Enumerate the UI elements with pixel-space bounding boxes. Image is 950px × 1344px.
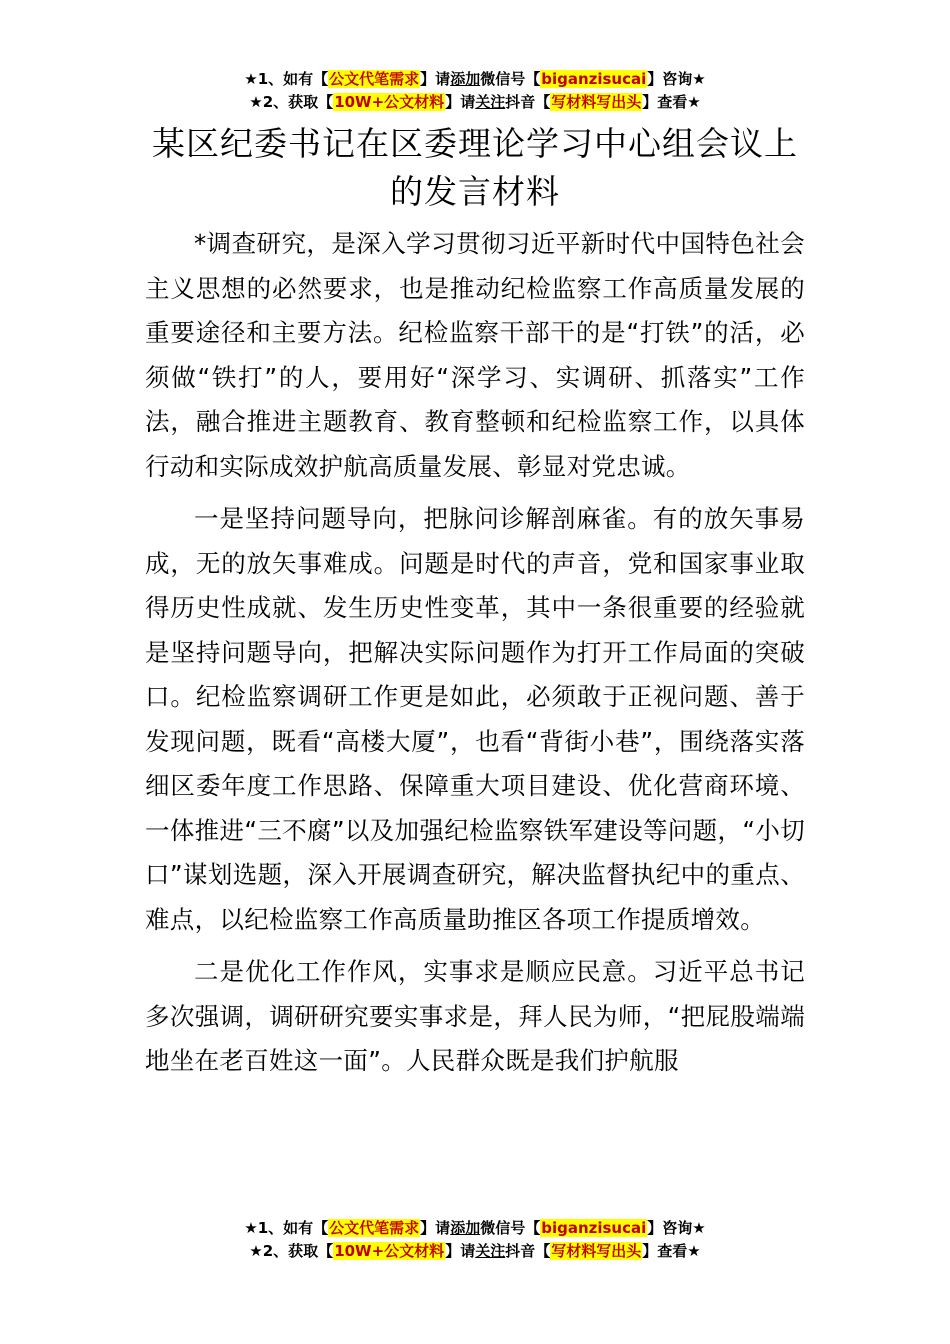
promo-line-1: ★1、如有【公文代笔需求】请添加微信号【biganzisucai】咨询★ bbox=[244, 70, 706, 88]
footer-promo-banner bbox=[0, 1217, 950, 1263]
promo-highlight: 公文代笔需求 bbox=[329, 70, 420, 88]
promo-highlight: 公文代笔需求 bbox=[329, 1219, 420, 1237]
paragraph: 一是坚持问题导向，把脉问诊解剖麻雀。有的放矢事易成，无的放矢事难成。问题是时代的声音，党和国家事业取得历史性成就、发生历史性变革，其中一条很重要的经验就是坚持问题导向，把解决实际问题作为打开工作局面的突破口。纪检监察调研工作更是如此，必须敢于正视问题、善于发现问题，既看“高楼大厦”，也看“背街小巷”，围绕落实落细区委年度工作思路、保障重大项目建设、优化营商环境、一体推进“三不腐”以及加强纪检监察铁军建设等问题，“小切口”谋划选题，深入开展调查研究，解决监督执纪中的重点、难点，以纪检监察工作高质量助推区各项工作提质增效。 bbox=[145, 504, 805, 934]
promo-highlight: biganzisucai bbox=[541, 70, 647, 88]
paragraph: *调查研究，是深入学习贯彻习近平新时代中国特色社会主义思想的必然要求，也是推动纪检监察工作高质量发展的重要途径和主要方法。纪检监察干部干的是“打铁”的活，必须做“铁打”的人，要用好“深学习、实调研、抓落实”工作法，融合推进主题教育、教育整顿和纪检监察工作，以具体行动和实际成效护航高质量发展、彰显对党忠诚。 bbox=[145, 229, 805, 481]
promo-highlight: 10W+公文材料 bbox=[334, 1242, 445, 1260]
promo-highlight: 写材料写出头 bbox=[551, 93, 642, 111]
promo-line-2: ★2、获取【10W+公文材料】请关注抖音【写材料写出头】查看★ bbox=[249, 1242, 701, 1260]
document-body bbox=[145, 222, 805, 1084]
document-title: 某区纪委书记在区委理论学习中心组会议上的发言材料 bbox=[152, 124, 798, 211]
promo-highlight: 10W+公文材料 bbox=[334, 93, 445, 111]
header-promo-banner bbox=[0, 68, 950, 114]
promo-line-2: ★2、获取【10W+公文材料】请关注抖音【写材料写出头】查看★ bbox=[249, 93, 701, 111]
promo-line-1: ★1、如有【公文代笔需求】请添加微信号【biganzisucai】咨询★ bbox=[244, 1219, 706, 1237]
paragraph: 二是优化工作作风，实事求是顺应民意。习近平总书记多次强调，调研研究要实事求是，拜人民为师，“把屁股端端地坐在老百姓这一面”。人民群众既是我们护航服 bbox=[145, 957, 805, 1075]
promo-highlight: biganzisucai bbox=[541, 1219, 647, 1237]
promo-highlight: 写材料写出头 bbox=[551, 1242, 642, 1260]
